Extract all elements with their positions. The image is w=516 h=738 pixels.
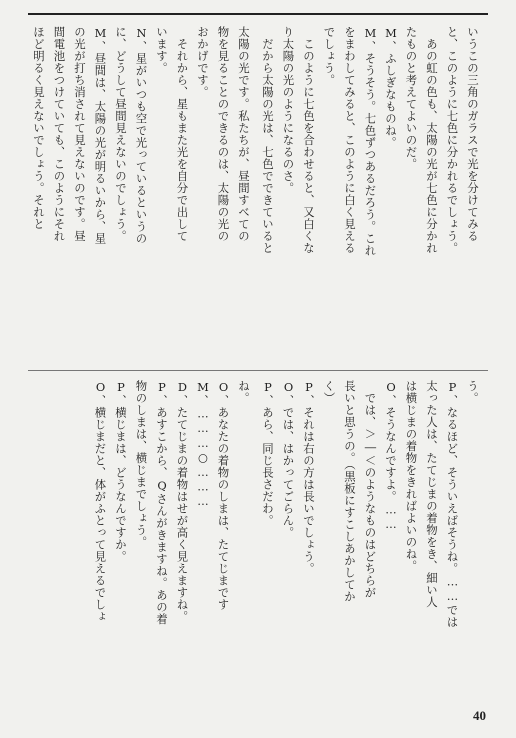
top-rule — [28, 13, 488, 15]
page-number: 40 — [473, 708, 486, 723]
text-top-right: いうこの三角のガラスで光を分けてみる と、このように七色に分かれるでしょう。 あの虹の色も、太陽の光が七色に分かれ たものと考えてよいのだ。 M、ふしぎなものね。 M、そうそう。七色ずつあるだろう。これ をまわしてみると、このように白く見える でしょう。 このように七色を合わせると、又白くな り太陽の光のようになるのさ。 だから太陽の光は、七色でできていると — [261, 26, 480, 257]
text-top-left: 太陽の光です。私たちが、昼間すべての 物を見ることのできるのは、太陽の光の おかげです。 それから、星もまた光を自分で出して います。 N、星がいつも空で光っているというの に、どうして昼間見えないのでしょう。 M、昼間は、太陽の光が明るいから、星 の光が打ち消されて見えないのです。昼 間電池をつけていても、このようにそれ ほど明るく見えないでしょう。それと — [32, 26, 251, 245]
section-divider — [28, 370, 488, 371]
text-bottom-left: ね。 O、あなたの着物のしまは、たてじまです M、………○……… D、たてじまの着物はせが高く見えますね。 P、あすこから、Qさんがきますね。あの着 物のしまは、横じまでしょう。 P、横じまは、どうなんですか。 O、横じまだと、体がふとって見えるでしょ — [93, 380, 251, 626]
text-bottom-right: う。 P、なるほど、そういえばそうね。……では 太った人は、たてじまの着物をき、細い人 は横じまの着物をきればよいのね。 O、そうなんですよ。…… では、＞―＜のようなものはどちらが 長いと思うの。（黒板にすこしあかしてか く） P、それは右の方は長いでしょう。 O、では、はかってごらん。 P、あら、同じ長さだわ。 — [261, 380, 480, 628]
